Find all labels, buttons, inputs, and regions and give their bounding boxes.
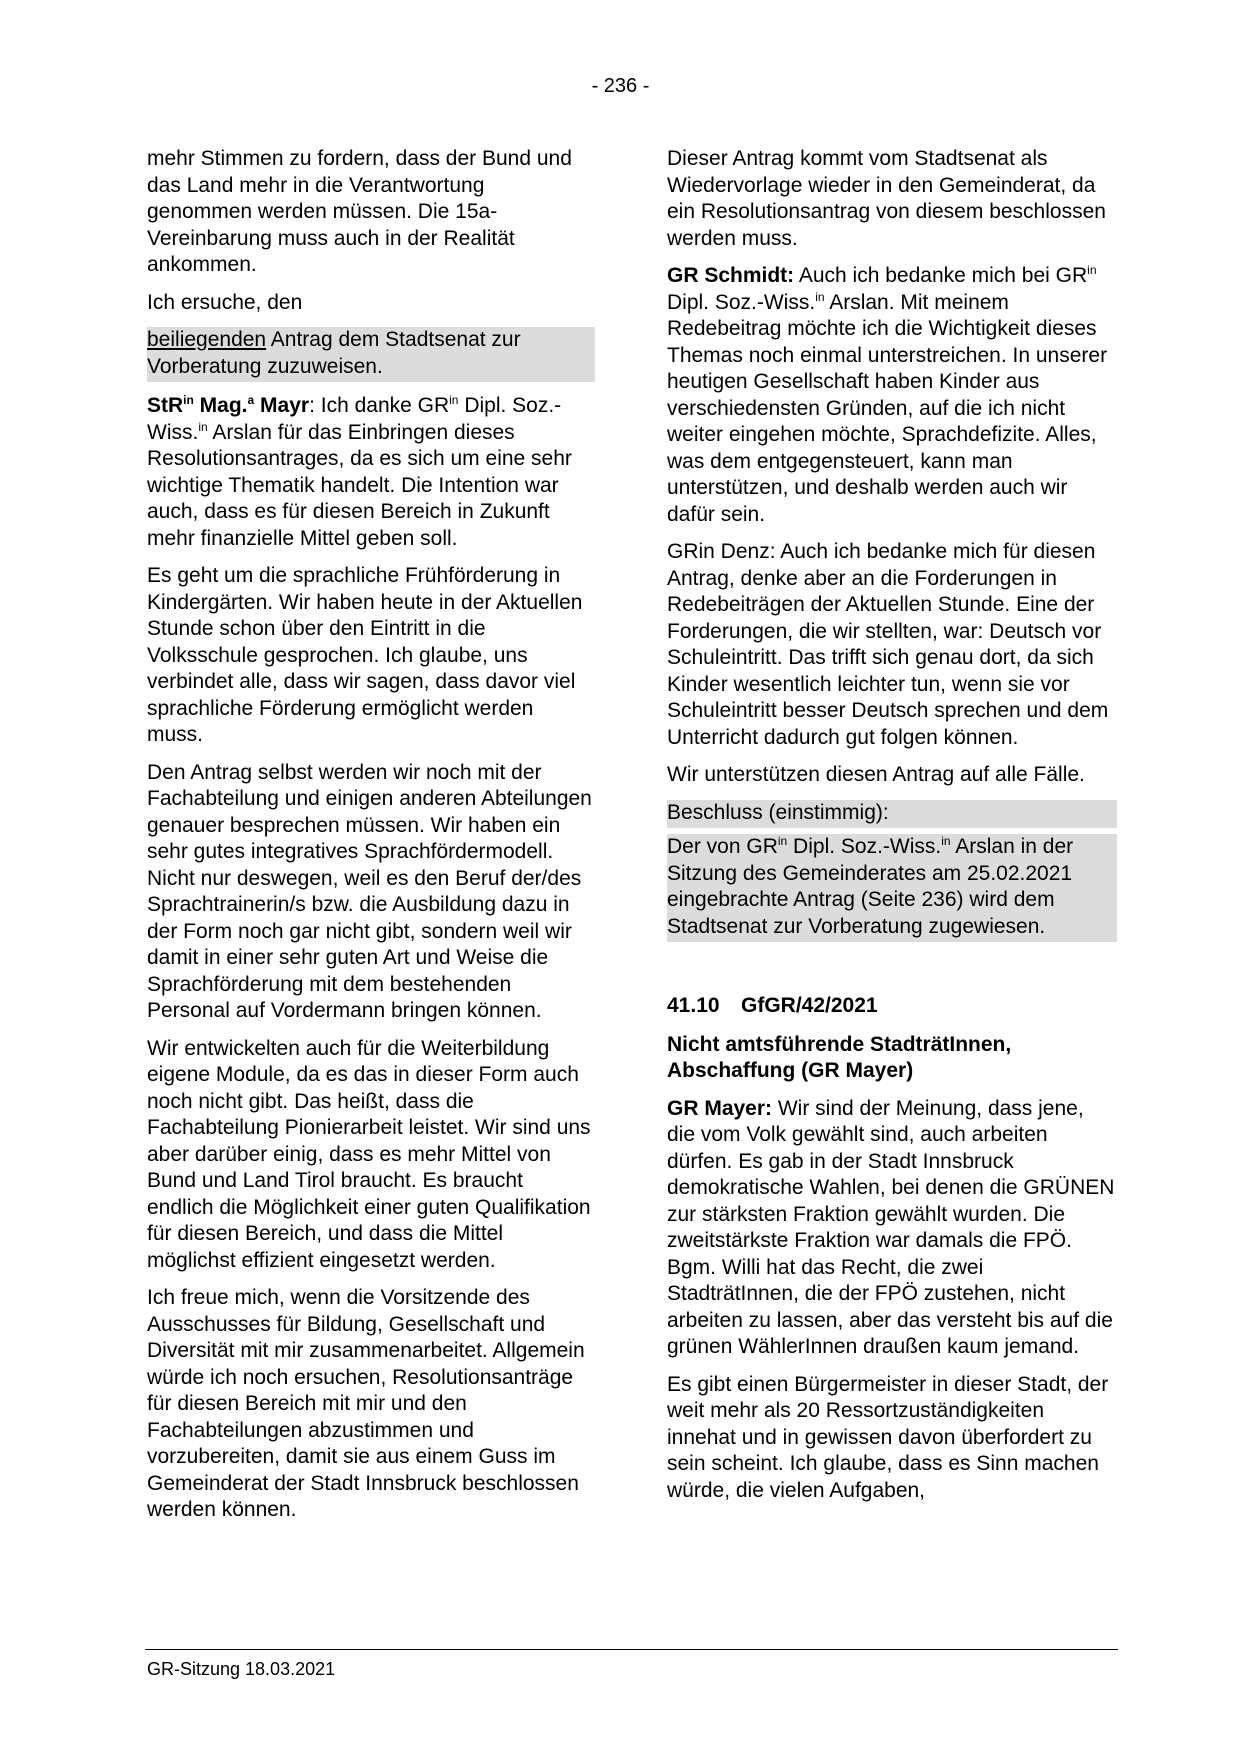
paragraph: Wir unterstützen diesen Antrag auf alle Fälle. [667, 763, 1085, 786]
agenda-title: Nicht amtsführende StadträtInnen, Abschaffung (GR Mayer) [667, 1032, 1012, 1082]
page-number: - 236 - [591, 75, 650, 97]
paragraph: Dieser Antrag kommt vom Stadtsenat als Wiedervorlage wieder in den Gemeinderat, da ein Resolutionsantrag von diesem beschlossen werden muss. [667, 147, 1106, 250]
paragraph: Ich ersuche, den [147, 290, 303, 314]
footer-rule [145, 1649, 1118, 1650]
paragraph: Ich freue mich, wenn die Vorsitzende des Ausschusses für Bildung, Gesellschaft und Diversität mit mir zusammenarbeitet. Allgemein würde ich noch ersuchen, Resolutionsanträge für diesen Bereich mit mir und den Fachabteilungen abzustimmen und vorzubereiten, damit sie aus einem Guss im Gemeinderat der Stadt Innsbruck beschlossen werden können. [147, 1286, 585, 1521]
agenda-code: GfGR/42/2021 [741, 994, 878, 1017]
paragraph: Wir entwickelten auch für die Weiterbildung eigene Module, da es das in dieser Form auch noch nicht gibt. Das heißt, dass die Fachabteilung Pionierarbeit leistet. Wir sind uns aber darüber einig, dass es mehr Mittel von Bund und Land Tirol braucht. Es braucht endlich die Möglichkeit einer guten Qualifikation für diesen Bereich, und dass die Mittel möglichst effizient eingesetzt werden. [147, 1036, 591, 1272]
motion-text: Antrag dem Stadtsenat zur Vorberatung zuzuweisen. [147, 328, 521, 378]
right-column [667, 146, 1117, 1515]
agenda-heading [667, 993, 1117, 1020]
paragraph: Es geht um die sprachliche Frühförderung in Kindergärten. Wir haben heute in der Aktuellen Stunde schon über den Eintritt in die Volksschule gesprochen. Ich glaube, uns verbindet alle, dass wir sagen, dass davor viel sprachliche Förderung ermöglicht werden muss. [147, 564, 583, 746]
paragraph: GRin Denz: Auch ich bedanke mich für diesen Antrag, denke aber an die Forderungen in Redebeiträgen der Aktuellen Stunde. Eine der Forderungen, die wir stellten, war: Deutsch vor Schuleintritt. Das trifft sich genau dort, da sich Kinder wesentlich leichter tun, wenn sie vor Schuleintritt besser Deutsch sprechen und dem Unterricht dadurch gut folgen können. [667, 540, 1109, 749]
motion-underlined-word: beiliegenden [147, 328, 267, 351]
speaker-name: StR$^{in}$ Mag.$^a$ Mayr [147, 393, 310, 417]
speech-mayer: GR Mayer: Wir sind der Meinung, dass jene, die vom Volk gewählt sind, auch arbeiten dürfen. Es gab in der Stadt Innsbruck demokratische Wahlen, bei denen die GRÜNEN zur stärksten Fraktion gewählt wurden. Die zweitstärkste Fraktion war damals die FPÖ. Bgm. Willi hat das Recht, die zwei StadträtInnen, die der FPÖ zustehen, nicht arbeiten zu lassen, aber das versteht bis auf die grünen WählerInnen draußen kaum jemand. [667, 1096, 1115, 1358]
footer-text: GR-Sitzung 18.03.2021 [147, 1659, 336, 1679]
speaker-name: GR Mayer: [667, 1096, 773, 1120]
paragraph: Den Antrag selbst werden wir noch mit der Fachabteilung und einigen anderen Abteilungen genauer besprechen müssen. Wir haben ein sehr gutes integratives Sprachfördermodell. Nicht nur deswegen, weil es den Beruf der/des Sprachtrainerin/s bzw. die Ausbildung dazu in der Form noch gar nicht gibt, sondern weil wir damit in einer sehr guten Art und Weise die Sprachförderung mit dem bestehenden Personal auf Vordermann bringen können. [147, 760, 592, 1022]
agenda-number: 41.10 [667, 994, 720, 1017]
motion-box [147, 327, 595, 382]
resolution-text: Der von $GR^{in}$ Dipl. Soz.-Wiss.$^{in}$ Arslan in der Sitzung des Gemeinderates am 25.02.2021 eingebrachte Antrag (Seite 236) wird dem Stadtsenat zur Vorberatung zugewiesen. [667, 834, 1117, 942]
paragraph: mehr Stimmen zu fordern, dass der Bund und das Land mehr in die Verantwortung genommen werden müssen. Die 15a-Vereinbarung muss auch in der Realität ankommen. [147, 147, 572, 276]
paragraph: Es gibt einen Bürgermeister in dieser Stadt, der weit mehr als 20 Ressortzuständigkeiten innehat und in gewissen davon überfordert zu sein scheint. Ich glaube, dass es Sinn machen würde, die vielen Aufgaben, [667, 1372, 1109, 1502]
speech-mayr: StR$^{in}$ Mag.$^a$ Mayr: Ich danke $GR^{in}$ Dipl. Soz.-Wiss.$^{in}$ Arslan für das Einbringen dieses Resolutionsantrages, da es sich um eine sehr wichtige Thematik handelt. Die Intention war auch, dass es für diesen Bereich in Zukunft mehr finanzielle Mittel geben soll. [147, 393, 572, 550]
resolution-label: Beschluss (einstimmig): [667, 800, 1117, 829]
speaker-name: GR Schmidt: [667, 264, 795, 287]
left-column [147, 146, 595, 1535]
speech-schmidt: GR Schmidt: Auch ich bedanke mich bei $GR^{in}$ Dipl. Soz.-Wiss.$^{in}$ Arslan. Mit meinem Redebeitrag möchte ich die Wichtigkeit dieses Themas noch einmal unterstreichen. In unserer heutigen Gesellschaft haben Kinder aus verschiedensten Gründen, auf die ich nicht weiter eingehen möchte, Sprachdefizite. Alles, was dem entgegensteuert, kann man unterstützen, und deshalb werden auch wir dafür sein. [667, 263, 1108, 526]
